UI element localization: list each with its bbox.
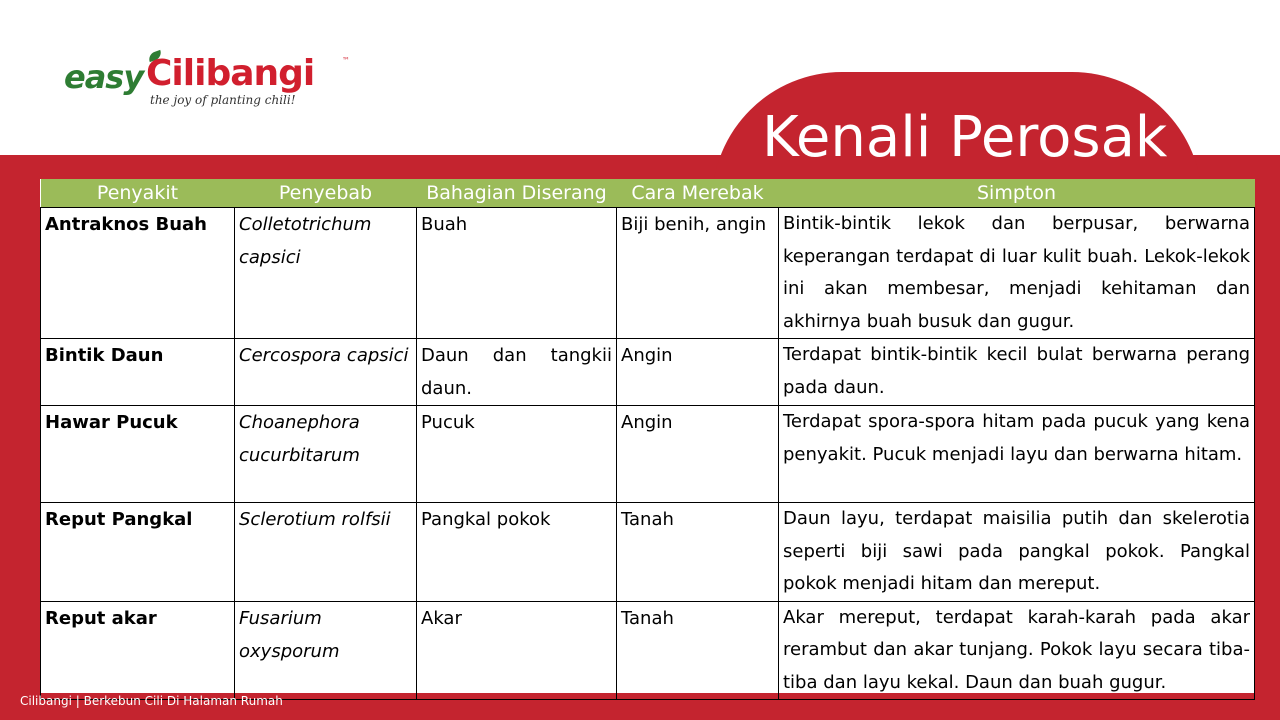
header-penyakit: Penyakit (41, 179, 235, 208)
table-row (41, 503, 1255, 602)
cell-simpton: Terdapat bintik-bintik kecil bulat berwarna perang pada daun. (779, 339, 1255, 406)
cell-simpton: Bintik-bintik lekok dan berpusar, berwarna keperangan terdapat di luar kulit buah. Lekok-lekok ini akan membesar, menjadi kehitaman dan akhirnya buah busuk dan gugur. (779, 208, 1255, 339)
cell-penyakit: Reput Pangkal (41, 503, 235, 602)
cell-merebak: Tanah (617, 503, 779, 602)
logo-brand-text: Cilibangi (146, 53, 315, 94)
header-penyebab: Penyebab (235, 179, 417, 208)
cell-penyakit: Bintik Daun (41, 339, 235, 406)
cell-penyakit: Hawar Pucuk (41, 406, 235, 503)
cell-merebak: Biji benih, angin (617, 208, 779, 339)
cell-simpton: Daun layu, terdapat maisilia putih dan skelerotia seperti biji sawi pada pangkal pokok. Pangkal pokok menjadi hitam dan mereput. (779, 503, 1255, 602)
cell-simpton: Terdapat spora-spora hitam pada pucuk yang kena penyakit. Pucuk menjadi layu dan berwarna hitam. (779, 406, 1255, 503)
cell-simpton: Akar mereput, terdapat karah-karah pada akar rerambut dan akar tunjang. Pokok layu secara tiba-tiba dan layu kekal. Daun dan buah gugur. (779, 601, 1255, 700)
header-simpton: Simpton (779, 179, 1255, 208)
cell-penyebab: Sclerotium rolfsii (235, 503, 417, 602)
cell-penyebab: Fusarium oxysporum (235, 601, 417, 700)
table-row (41, 601, 1255, 700)
table-header-row (41, 179, 1255, 208)
table-row (41, 208, 1255, 339)
cell-penyebab: Colletotrichum capsici (235, 208, 417, 339)
cell-penyakit: Antraknos Buah (41, 208, 235, 339)
header-cara-merebak: Cara Merebak (617, 179, 779, 208)
easycilibangi-logo (62, 48, 362, 110)
cell-bahagian: Akar (417, 601, 617, 700)
cell-merebak: Angin (617, 406, 779, 503)
cell-penyakit: Reput akar (41, 601, 235, 700)
cell-merebak: Angin (617, 339, 779, 406)
trademark-mark: ™ (342, 56, 350, 65)
disease-table-container (40, 179, 1254, 693)
logo-easy-text: easy (64, 58, 144, 96)
slide-footer: Cilibangi | Berkebun Cili Di Halaman Rumah (20, 694, 283, 708)
table-row (41, 339, 1255, 406)
cell-bahagian: Pangkal pokok (417, 503, 617, 602)
table-row (41, 406, 1255, 503)
cell-bahagian: Pucuk (417, 406, 617, 503)
cell-bahagian: Buah (417, 208, 617, 339)
cell-bahagian: Daun dan tangkii daun. (417, 339, 617, 406)
disease-table (40, 179, 1255, 700)
slide-title: Kenali Perosak (762, 105, 1168, 170)
logo-tagline: the joy of planting chili! (150, 93, 296, 107)
cell-penyebab: Cercospora capsici (235, 339, 417, 406)
header-bahagian-diserang: Bahagian Diserang (417, 179, 617, 208)
cell-merebak: Tanah (617, 601, 779, 700)
cell-penyebab: Choanephora cucurbitarum (235, 406, 417, 503)
